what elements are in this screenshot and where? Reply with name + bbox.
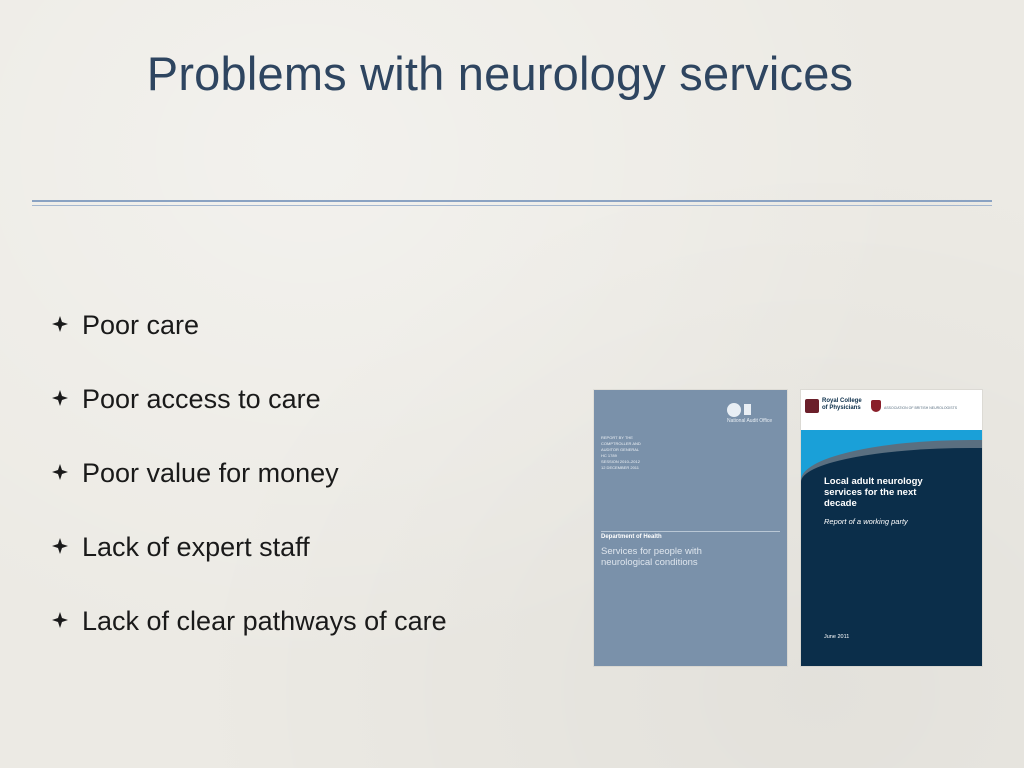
four-point-star-icon bbox=[50, 610, 70, 630]
bullet-text: Poor access to care bbox=[82, 384, 321, 414]
slide-title: Problems with neurology services bbox=[146, 47, 854, 100]
nao-logo-mark-icon bbox=[744, 404, 751, 415]
report-info-line: AUDITOR GENERAL bbox=[601, 447, 640, 452]
bullet-item bbox=[50, 379, 447, 453]
nao-logo-label: National Audit Office bbox=[727, 418, 773, 424]
nao-report-cover bbox=[594, 390, 787, 666]
report-info-line: 12 DECEMBER 2011 bbox=[601, 465, 639, 470]
four-point-star-icon bbox=[50, 536, 70, 556]
report-title: Local adult neurology services for the next decade bbox=[824, 476, 923, 509]
report-info-line: REPORT BY THE bbox=[601, 435, 633, 440]
department-label: Department of Health bbox=[601, 534, 662, 540]
cover-divider bbox=[601, 531, 780, 532]
title-divider bbox=[32, 200, 992, 202]
title-divider-thin bbox=[32, 205, 992, 206]
bullet-item bbox=[50, 527, 447, 601]
bullet-text: Poor value for money bbox=[82, 458, 339, 488]
bullet-text: Lack of expert staff bbox=[82, 532, 310, 562]
abn-crest-icon bbox=[871, 400, 881, 412]
bullet-item bbox=[50, 305, 447, 379]
rcp-report-cover bbox=[801, 390, 982, 666]
four-point-star-icon bbox=[50, 462, 70, 482]
college-name: Royal College of Physicians bbox=[822, 398, 862, 411]
report-subtitle: Report of a working party bbox=[824, 517, 908, 526]
partner-name: ASSOCIATION OF BRITISH NEUROLOGISTS bbox=[884, 406, 958, 410]
report-info-line: SESSION 2010–2012 bbox=[601, 459, 640, 464]
nao-logo-icon bbox=[727, 403, 741, 417]
report-title: Services for people with neurological conditions bbox=[601, 546, 702, 568]
bullet-text: Lack of clear pathways of care bbox=[82, 606, 447, 636]
report-date: June 2011 bbox=[824, 634, 850, 640]
bullet-item bbox=[50, 601, 447, 675]
report-info-block bbox=[601, 435, 661, 471]
four-point-star-icon bbox=[50, 314, 70, 334]
report-info-line: COMPTROLLER AND bbox=[601, 441, 641, 446]
bullet-item bbox=[50, 453, 447, 527]
four-point-star-icon bbox=[50, 388, 70, 408]
report-info-line: HC 1789 bbox=[601, 453, 617, 458]
bullet-list bbox=[50, 305, 447, 675]
rcp-crest-icon bbox=[805, 399, 819, 413]
bullet-text: Poor care bbox=[82, 310, 200, 340]
